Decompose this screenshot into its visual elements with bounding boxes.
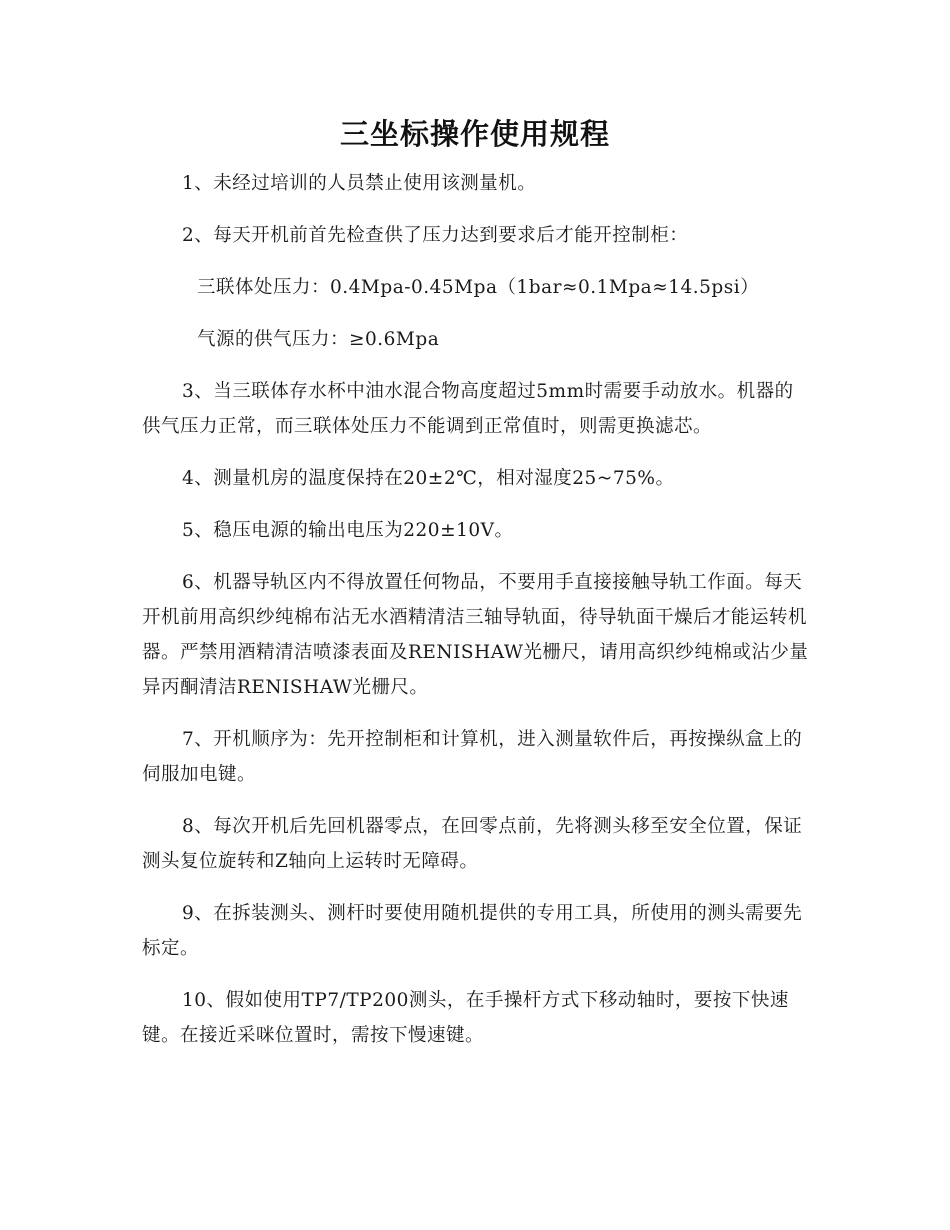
paragraph-1: 1、未经过培训的人员禁止使用该测量机。 [182,173,537,194]
paragraph-pressure-supply: 气源的供气压力：≥0.6Mpa [197,329,440,350]
paragraph-5: 5、稳压电源的输出电压为220±10V。 [182,520,514,541]
document-body [142,166,810,1070]
paragraph-7: 7、开机顺序为：先开控制柜和计算机，进入测量软件后，再按操纵盒上的伺服加电键。 [142,729,803,785]
paragraph-6: 6、机器导轨区内不得放置任何物品，不要用手直接接触导轨工作面。每天开机前用高织纱纯棉布沾无水酒精清洁三轴导轨面，待导轨面干燥后才能运转机器。严禁用酒精清洁喷漆表面及RENISHAW光栅尺，请用高织纱纯棉或沾少量异丙酮清洁RENISHAW光栅尺。 [142,572,809,698]
paragraph-pressure-triple: 三联体处压力：0.4Mpa-0.45Mpa（1bar≈0.1Mpa≈14.5psi） [197,277,760,298]
paragraph-2: 2、每天开机前首先检查供了压力达到要求后才能开控制柜： [182,225,689,246]
paragraph-8: 8、每次开机后先回机器零点，在回零点前，先将测头移至安全位置，保证测头复位旋转和Z轴向上运转时无障碍。 [142,816,803,872]
paragraph-3: 3、当三联体存水杯中油水混合物高度超过5mm时需要手动放水。机器的供气压力正常，而三联体处压力不能调到正常值时，则需更换滤芯。 [142,381,794,437]
paragraph-10: 10、假如使用TP7/TP200测头，在手操杆方式下移动轴时，要按下快速键。在接近采咪位置时，需按下慢速键。 [142,990,789,1046]
paragraph-4: 4、测量机房的温度保持在20±2℃，相对湿度25~75%。 [182,468,675,489]
paragraph-9: 9、在拆装测头、测杆时要使用随机提供的专用工具，所使用的测头需要先标定。 [142,903,803,959]
page-title: 三坐标操作使用规程 [339,117,610,151]
